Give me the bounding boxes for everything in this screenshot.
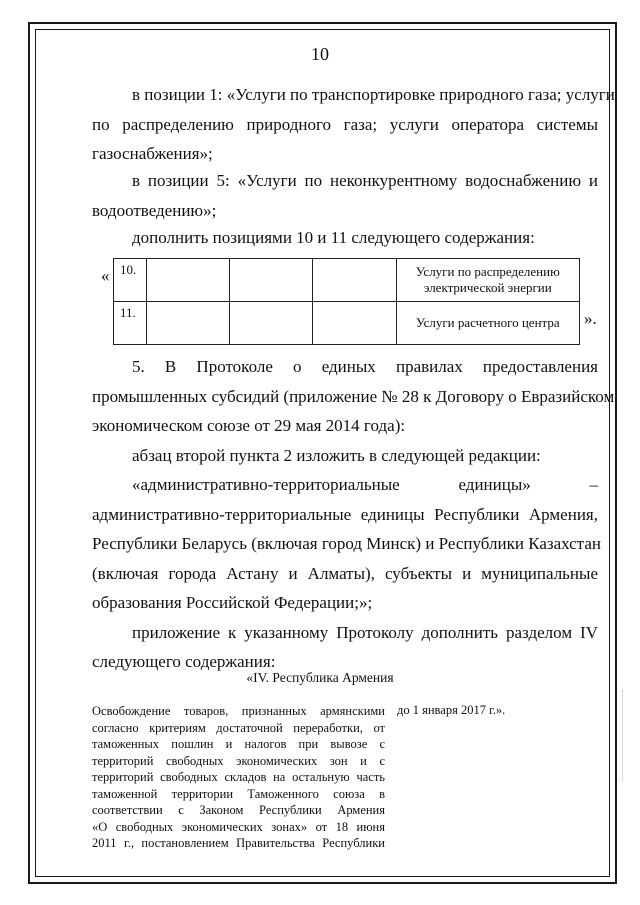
empty-cell: [313, 302, 396, 345]
text-line: «О свободных экономических зонах» от 18 июня: [92, 819, 385, 834]
text-line: абзац второй пункта 2 изложить в следующей редакции:: [132, 445, 541, 465]
text-line: промышленных субсидий (приложение № 28 к Договору о Евразийском: [92, 386, 615, 406]
paragraph-add-positions: [92, 223, 598, 253]
text-line: экономическом союзе от 29 мая 2014 года):: [92, 416, 406, 435]
page-number: 10: [311, 44, 329, 64]
text-line: водоотведению»;: [92, 200, 217, 220]
text-line: в позиции 1: «Услуги по транспортировке природного газа; услуги: [132, 85, 615, 104]
paragraph-position-5: [92, 166, 598, 225]
text-line: территорий свободных складов на остальную часть: [92, 770, 385, 784]
text-line: в позиции 5: «Услуги по неконкурентному водоснабжению и: [132, 171, 598, 190]
scan-margin-marks: [622, 690, 629, 780]
annex-section-title: «IV. Республика Армения: [246, 670, 394, 685]
text-line: приложение к указанному Протоколу дополнить разделом IV: [132, 622, 598, 642]
table-open-quote: «: [101, 266, 110, 285]
text-line: территорий свободных экономических зон и с: [92, 753, 385, 768]
row-number: 11.: [114, 302, 147, 345]
text-line: согласно критериям достаточной переработки, от: [92, 720, 385, 735]
empty-cell: [147, 259, 230, 302]
empty-cell: [230, 302, 313, 345]
text-line: дополнить позициями 10 и 11 следующего содержания:: [132, 228, 535, 247]
text-line: 5. В Протоколе о единых правилах предоставления: [132, 357, 598, 376]
text-line: соответствии с Законом Республики Армения: [92, 803, 385, 817]
table-close-quote: ».: [584, 309, 597, 328]
text-line: 2011 г., постановлением Правительства Республики: [92, 836, 385, 850]
text-line: по распределению природного газа; услуги оператора системы: [92, 114, 598, 134]
service-cell: Услуги по распределению электрической энергии: [396, 259, 579, 302]
exemption-deadline: до 1 января 2017 г.».: [397, 703, 506, 717]
empty-cell: [230, 259, 313, 302]
text-line: следующего содержания:: [92, 652, 276, 671]
service-cell: Услуги расчетного центра: [396, 302, 579, 345]
text-line: таможенных пошлин и налогов при вывозе с: [92, 737, 385, 751]
table-row: [114, 259, 580, 302]
table-row: [114, 302, 580, 345]
empty-cell: [147, 302, 230, 345]
text-line: «административно-территориальные единицы» –: [132, 475, 598, 494]
text-line: образования Российской Федерации;»;: [92, 593, 373, 612]
exemption-description: [92, 703, 385, 852]
text-line: газоснабжения»;: [92, 144, 213, 163]
section-5: [92, 352, 615, 677]
text-line: административно-территориальные единицы Республики Армения,: [92, 504, 598, 524]
text-line: Освобождение товаров, признанных армянскими: [92, 704, 385, 718]
paragraph-position-1: [92, 80, 615, 169]
positions-table: [113, 258, 580, 345]
empty-cell: [313, 259, 396, 302]
row-number: 10.: [114, 259, 147, 302]
text-line: (включая города Астану и Алматы), субъекты и муниципальные: [92, 563, 598, 583]
text-line: таможенной территории Таможенного союза в: [92, 786, 385, 801]
text-line: Республики Беларусь (включая город Минск) и Республики Казахстан: [92, 534, 601, 553]
